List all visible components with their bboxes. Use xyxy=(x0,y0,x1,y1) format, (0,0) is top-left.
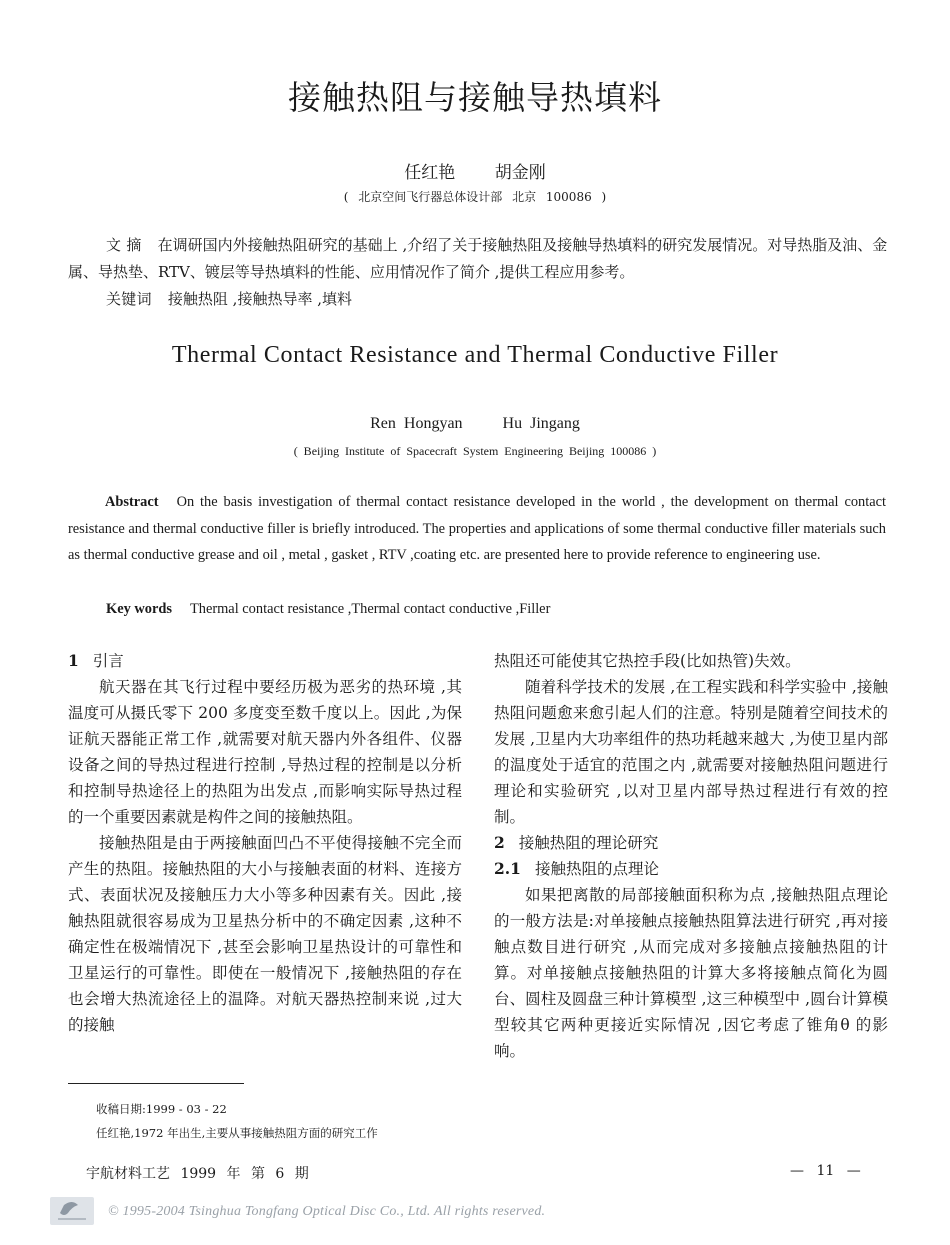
body-column-right xyxy=(494,648,888,1064)
authors-en xyxy=(0,415,950,433)
section-1-title: 引言 xyxy=(92,652,124,670)
section-1-paragraph-2: 接触热阻是由于两接触面凹凸不平使得接触不完全而产生的热阻。接触热阻的大小与接触表面的材料、连接方式、表面状况及接触压力大小等多种因素有关。因此 ,接触热阻就很容易成为卫星热分析中的不确定因素 ,这种不确定性在极端情况下 ,甚至会影响卫星热设计的可靠性和卫星运行的可靠性。即使在一般情况下 ,接触热阻的存在也会增大热流途径上的温降。对航天器热控制来说 ,过大的接触 xyxy=(68,834,462,1034)
keywords-en xyxy=(106,596,886,622)
copyright-notice: © 1995-2004 Tsinghua Tongfang Optical Disc Co., Ltd. All rights reserved. xyxy=(108,1204,546,1219)
section-1-paragraph-2-continued: 热阻还可能使其它热控手段(比如热管)失效。 xyxy=(494,652,801,670)
abstract-cn-text: 在调研国内外接触热阻研究的基础上 ,介绍了关于接触热阻及接触导热填料的研究发展情况。对导热脂及油、金属、导热垫、RTV、镀层等导热填料的性能、应用情况作了简介 ,提供工程应用参考。 xyxy=(68,236,888,281)
keywords-cn xyxy=(106,286,886,313)
body-column-left xyxy=(68,648,462,1038)
section-1-number: 1 xyxy=(68,651,79,670)
paper-title-en: Thermal Contact Resistance and Thermal Conductive Filler xyxy=(171,342,779,368)
abstract-cn xyxy=(68,232,888,286)
keywords-en-text: Thermal contact resistance ,Thermal contact conductive ,Filler xyxy=(189,601,551,617)
section-2-number: 2 xyxy=(494,833,505,852)
affiliation-en: ( Beijing Institute of Spacecraft System Engineering Beijing 100086 ) xyxy=(293,444,657,458)
section-2-1-number: 2.1 xyxy=(494,859,521,878)
footnote-rule xyxy=(68,1083,244,1084)
author-en-2: Hu Jingang xyxy=(502,415,580,432)
section-1-heading xyxy=(68,648,462,674)
section-1-paragraph-3: 随着科学技术的发展 ,在工程实践和科学实验中 ,接触热阻问题愈来愈引起人们的注意。特别是随着空间技术的发展 ,卫星内大功率组件的热功耗越来越大 ,为使卫星内部的温度处于适宜的范围之内 ,就需要对接触热阻问题进行理论和实验研究 ,以对卫星内部导热过程进行有效的控制。 xyxy=(494,678,888,826)
abstract-en xyxy=(68,489,886,569)
section-2-1-heading xyxy=(494,856,888,882)
section-2-title: 接触热阻的理论研究 xyxy=(518,834,659,852)
footnote-author-bio: 任红艳,1972 年出生,主要从事接触热阻方面的研究工作 xyxy=(96,1126,378,1140)
keywords-cn-label: 关键词 xyxy=(106,290,152,308)
authors-cn: 任红艳 胡金刚 xyxy=(404,163,546,183)
keywords-en-label: Key words xyxy=(106,601,172,617)
keywords-cn-text: 接触热阻 ,接触热导率 ,填料 xyxy=(167,290,352,308)
section-2-heading xyxy=(494,830,888,856)
paper-title-cn: 接触热阻与接触导热填料 xyxy=(288,78,662,117)
abstract-cn-label: 文 摘 xyxy=(106,236,142,254)
footnote-received-date: 收稿日期:1999 - 03 - 22 xyxy=(96,1102,227,1116)
abstract-en-label: Abstract xyxy=(105,494,159,510)
abstract-en-text: On the basis investigation of thermal contact resistance developed in the world , the development on thermal contact resistance and thermal conductive filler is briefly introduced. The properties and applications of some thermal conductive filler materials such as thermal conductive grease and oil , metal , gasket , RTV ,coating etc. are presented here to provide reference to engineering use. xyxy=(68,494,886,564)
section-2-1-paragraph-1: 如果把离散的局部接触面积称为点 ,接触热阻点理论的一般方法是:对单接触点接触热阻算法进行研究 ,再对接触点数目进行研究 ,从而完成对多接触点接触热阻的计算。对单接触点接触热阻的计算大多将接触点简化为圆台、圆柱及圆盘三种计算模型 ,这三种模型中 ,圆台计算模型较其它两种更接近实际情况 ,因它考虑了锥角θ 的影响。 xyxy=(494,886,888,1060)
section-1-paragraph-1: 航天器在其飞行过程中要经历极为恶劣的热环境 ,其温度可从摄氏零下 200 多度变至数千度以上。因此 ,为保证航天器能正常工作 ,就需要对航天器内外各组件、仪器设备之间的导热过程进行控制 ,导热过程的控制是以分析和控制导热途径上的热阻为出发点 ,而影响实际导热过程的一个重要因素就是构件之间的接触热阻。 xyxy=(68,678,462,826)
journal-footer: 宇航材料工艺 1999 年 第 6 期 xyxy=(86,1166,309,1182)
author-en-1: Ren Hongyan xyxy=(370,415,463,432)
page-number: — 11 — xyxy=(790,1163,861,1179)
section-2-1-title: 接触热阻的点理论 xyxy=(534,860,659,878)
affiliation-cn: ( 北京空间飞行器总体设计部 北京 100086 ) xyxy=(343,190,607,204)
publisher-logo-icon xyxy=(50,1197,94,1225)
